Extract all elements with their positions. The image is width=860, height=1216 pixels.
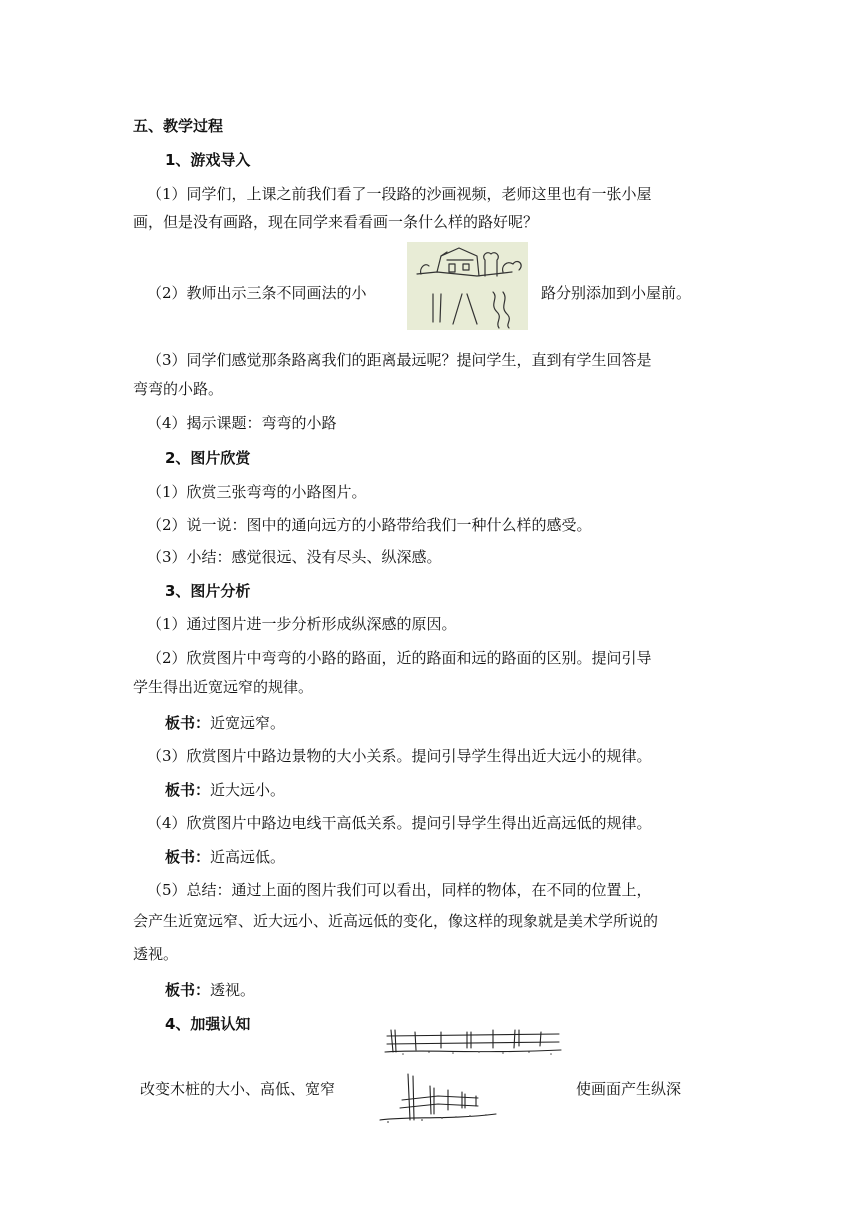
board-note-text: 近高远低。 — [210, 848, 286, 866]
paragraph: （2）欣赏图片中弯弯的小路的路面，近的路面和远的路面的区别。提问引导 — [147, 649, 652, 667]
paragraph: （1）同学们，上课之前我们看了一段路的沙画视频，老师这里也有一张小屋 — [147, 185, 652, 203]
paragraph: （2）教师出示三条不同画法的小 — [147, 284, 367, 302]
heading-picture-analysis: 3、图片分析 — [165, 582, 251, 600]
board-note — [165, 780, 285, 800]
board-note-label: 板书： — [165, 848, 211, 866]
paragraph: （3）同学们感觉那条路离我们的距离最远呢？提问学生，直到有学生回答是 — [147, 351, 652, 369]
heading-reinforce: 4、加强认知 — [165, 1015, 251, 1033]
house-road-sketch-image — [407, 242, 528, 330]
board-note-text: 透视。 — [210, 981, 256, 999]
paragraph: 会产生近宽远窄、近大远小、近高远低的变化，像这样的现象就是美术学所说的 — [133, 912, 659, 930]
board-note-label: 板书： — [165, 714, 211, 732]
heading-picture-appreciation: 2、图片欣赏 — [165, 449, 251, 467]
paragraph: 透视。 — [133, 945, 179, 963]
paragraph: （1）欣赏三张弯弯的小路图片。 — [147, 483, 367, 501]
paragraph: 路分别添加到小屋前。 — [541, 284, 692, 302]
fence-sketch-top-image — [383, 1022, 563, 1058]
paragraph: （3）欣赏图片中路边景物的大小关系。提问引导学生得出近大远小的规律。 — [147, 747, 652, 765]
paragraph: （3）小结：感觉很远、没有尽头、纵深感。 — [147, 548, 442, 566]
paragraph: 弯弯的小路。 — [133, 380, 224, 398]
paragraph: 改变木桩的大小、高低、宽窄 — [140, 1080, 336, 1098]
board-note — [165, 847, 285, 867]
paragraph: （2）说一说：图中的通向远方的小路带给我们一种什么样的感受。 — [147, 516, 592, 534]
board-note-text: 近宽远窄。 — [210, 714, 286, 732]
paragraph: （4）欣赏图片中路边电线干高低关系。提问引导学生得出近高远低的规律。 — [147, 814, 652, 832]
paragraph: （4）揭示课题：弯弯的小路 — [147, 414, 337, 432]
section-title: 五、教学过程 — [133, 117, 224, 135]
paragraph: 学生得出近宽远窄的规律。 — [133, 678, 314, 696]
board-note-text: 近大远小。 — [210, 781, 286, 799]
paragraph: 使画面产生纵深 — [576, 1080, 682, 1098]
heading-game-intro: 1、游戏导入 — [165, 151, 251, 169]
board-note-label: 板书： — [165, 981, 211, 999]
board-note-label: 板书： — [165, 781, 211, 799]
board-note — [165, 713, 285, 733]
paragraph: （5）总结：通过上面的图片我们可以看出，同样的物体，在不同的位置上， — [147, 881, 652, 899]
board-note — [165, 980, 255, 1000]
fence-sketch-bottom-image — [378, 1070, 498, 1126]
paragraph: 画，但是没有画路，现在同学来看看画一条什么样的路好呢？ — [133, 213, 539, 231]
paragraph: （1）通过图片进一步分析形成纵深感的原因。 — [147, 615, 457, 633]
